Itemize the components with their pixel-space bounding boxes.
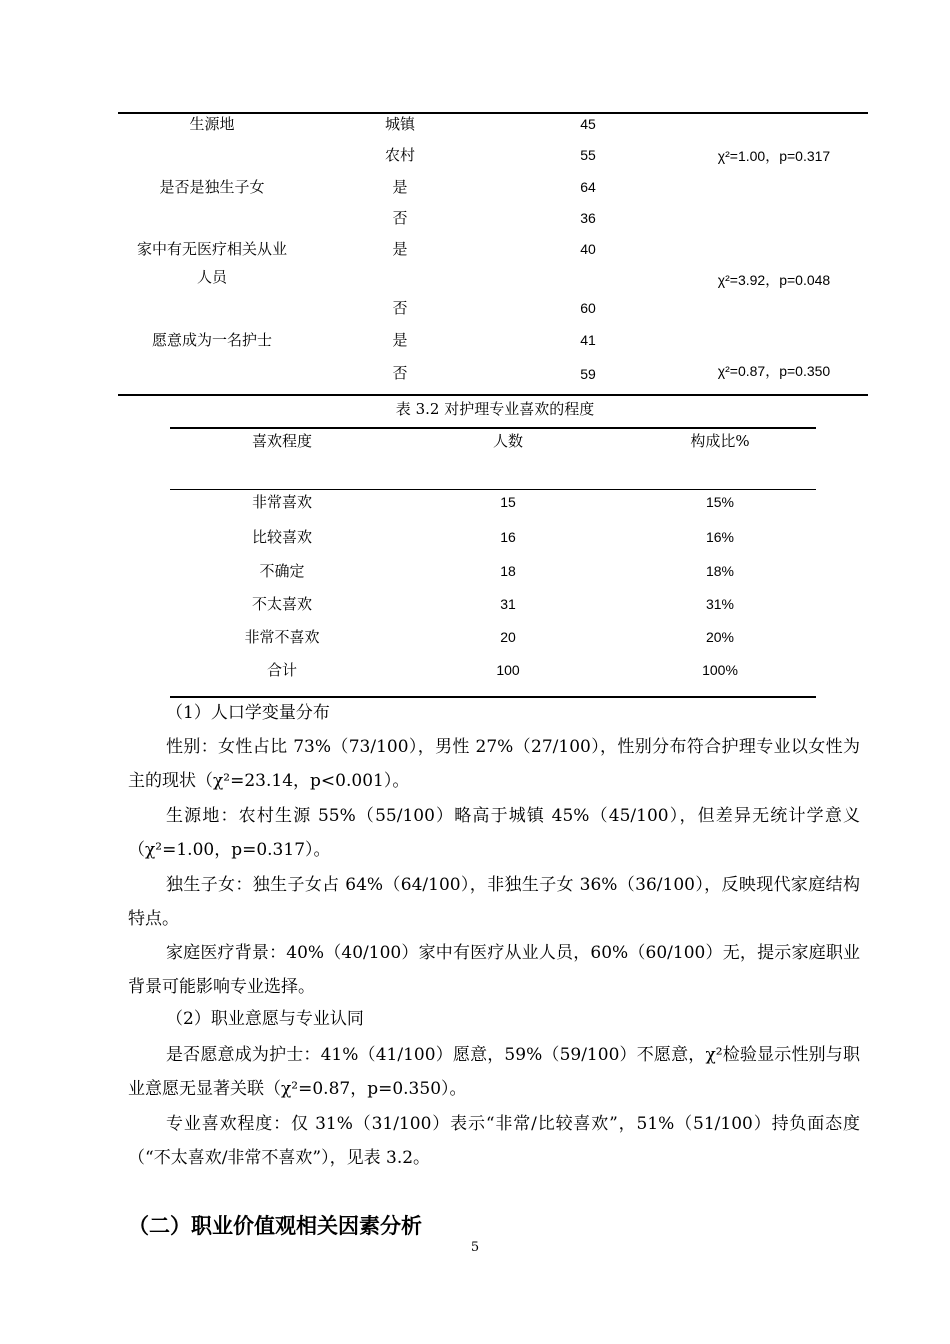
table1-cat: 否 — [392, 299, 408, 317]
table2-cell: 不确定 — [259, 562, 305, 580]
table1-var: 生源地 — [189, 115, 235, 133]
table1-var: 是否是独生子女 — [159, 178, 265, 196]
table1-n: 36 — [580, 210, 596, 226]
table1-cat: 是 — [392, 178, 408, 196]
table1-var: 家中有无医疗相关从业 — [136, 240, 288, 258]
section-heading: （二）职业价值观相关因素分析 — [128, 1214, 422, 1238]
table2-cell: 非常喜欢 — [251, 493, 313, 511]
table2-cell: 20% — [705, 629, 735, 645]
paragraph-medical-family: 家庭医疗背景：40%（40/100）家中有医疗从业人员，60%（60/100）无，提示家庭职业背景可能影响专业选择。 — [128, 943, 860, 997]
paragraph-willingness: 是否愿意成为护士：41%（41/100）愿意，59%（59/100）不愿意，χ²检验显示性别与职业意愿无显著关联（χ²=0.87，p=0.350）。 — [128, 1045, 860, 1099]
table2-cell: 比较喜欢 — [251, 528, 313, 546]
table1-var: 人员 — [196, 268, 228, 286]
table2-caption: 表 3.2 对护理专业喜欢的程度 — [395, 400, 595, 418]
table2-cell: 20 — [500, 629, 516, 645]
subheading-career-intent: （2）职业意愿与专业认同 — [166, 1009, 364, 1029]
table1-n: 45 — [580, 116, 596, 132]
table2-cell: 非常不喜欢 — [244, 628, 320, 646]
table2-cell: 合计 — [266, 661, 298, 679]
table1-cat: 否 — [392, 364, 408, 382]
table1-n: 40 — [580, 241, 596, 257]
table2-cell: 100 — [496, 662, 520, 678]
table2-cell: 100% — [702, 662, 738, 678]
page-number: 5 — [470, 1240, 480, 1255]
table2-bottom-rule — [170, 696, 816, 698]
table1-n: 60 — [580, 300, 596, 316]
table1-cat: 农村 — [384, 146, 416, 164]
paragraph-only-child: 独生子女：独生子女占 64%（64/100），非独生子女 36%（36/100），反映现代家庭结构特点。 — [128, 875, 860, 929]
table2-cell: 18% — [705, 563, 735, 579]
table1-cat: 是 — [392, 240, 408, 258]
table1-stat: χ²=0.87，p=0.350 — [717, 363, 831, 379]
paragraph-liking: 专业喜欢程度：仅 31%（31/100）表示“非常/比较喜欢”，51%（51/100）持负面态度（“不太喜欢/非常不喜欢”），见表 3.2。 — [128, 1114, 860, 1168]
table2-cell: 16% — [705, 529, 735, 545]
table2-header: 构成比% — [690, 432, 750, 450]
table2-cell: 15% — [705, 494, 735, 510]
table1-cat: 否 — [392, 209, 408, 227]
table2-cell: 不太喜欢 — [251, 595, 313, 613]
paragraph-gender: 性别：女性占比 73%（73/100），男性 27%（27/100），性别分布符合护理专业以女性为主的现状（χ²=23.14，p<0.001）。 — [128, 737, 860, 791]
table1-stat: χ²=3.92，p=0.048 — [717, 272, 831, 288]
table2-header: 人数 — [492, 432, 524, 450]
table2-top-rule — [170, 427, 816, 429]
table1-cat: 城镇 — [384, 115, 416, 133]
table1-n: 64 — [580, 179, 596, 195]
table1-bottom-rule — [118, 394, 868, 396]
table1-n: 55 — [580, 147, 596, 163]
table2-header: 喜欢程度 — [251, 432, 313, 450]
subheading-demographics: （1）人口学变量分布 — [166, 703, 330, 723]
table2-cell: 15 — [500, 494, 516, 510]
table1-n: 59 — [580, 366, 596, 382]
table2-cell: 18 — [500, 563, 516, 579]
table2-header-rule — [170, 489, 816, 490]
paragraph-origin: 生源地：农村生源 55%（55/100）略高于城镇 45%（45/100），但差异无统计学意义（χ²=1.00，p=0.317）。 — [128, 806, 860, 860]
table2-cell: 31 — [500, 596, 516, 612]
table2-cell: 16 — [500, 529, 516, 545]
table2-cell: 31% — [705, 596, 735, 612]
table1-var: 愿意成为一名护士 — [151, 331, 273, 349]
table1-stat: χ²=1.00，p=0.317 — [717, 148, 831, 164]
table1-n: 41 — [580, 332, 596, 348]
table1-cat: 是 — [392, 331, 408, 349]
